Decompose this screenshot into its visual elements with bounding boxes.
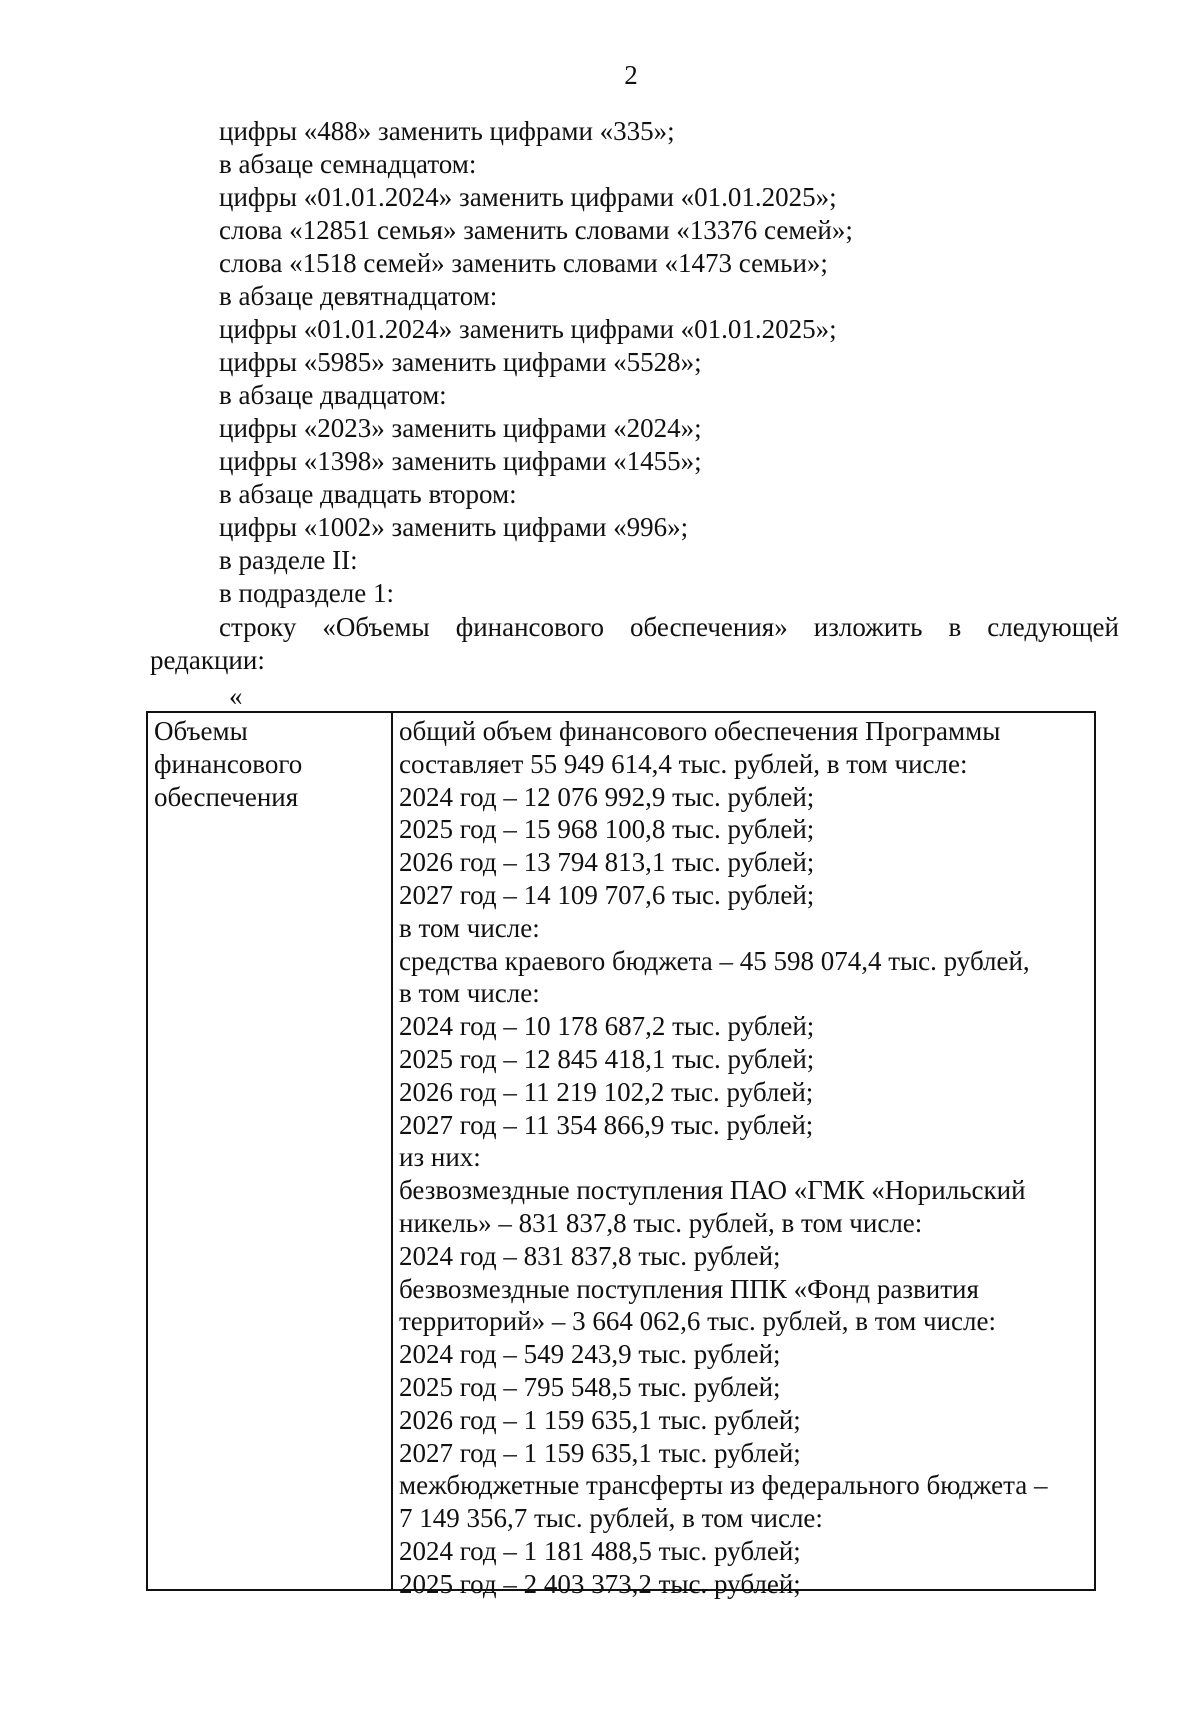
table-label-line: Объемы [154,716,248,746]
amendment-line: в подразделе 1: [219,578,394,608]
table-value-line: никель» – 831 837,8 тыс. рублей, в том числе: [399,1207,923,1238]
amendment-line: в абзаце семнадцатом: [219,149,477,179]
table-value-line: 2025 год – 12 845 418,1 тыс. рублей; [399,1043,815,1074]
amendment-line: цифры «1002» заменить цифрами «996»; [219,512,689,542]
table-value-line: 2024 год – 10 178 687,2 тыс. рублей; [399,1011,815,1042]
table-value-line: безвозмездные поступления ПАО «ГМК «Норильский [399,1175,1026,1206]
table-value-line: 2024 год – 549 243,9 тыс. рублей; [399,1339,781,1370]
table-label-cell [148,713,393,1589]
table-value-line: 2026 год – 1 159 635,1 тыс. рублей; [399,1404,801,1435]
amendment-line: цифры «01.01.2024» заменить цифрами «01.01.2025»; [219,314,837,344]
table-value-line: 2027 год – 14 109 707,6 тыс. рублей; [399,879,815,910]
financing-volume-table [146,711,1096,1599]
table-value-line: в том числе: [399,912,540,943]
opening-quote-mark: « [229,681,243,711]
amendment-line: в разделе II: [219,545,358,575]
table-value-line: из них: [399,1142,481,1173]
table-value-line: межбюджетные трансферты из федерального бюджета – [399,1470,1048,1501]
amendment-line: цифры «5985» заменить цифрами «5528»; [219,347,702,377]
replacement-paragraph-continuation: редакции: [150,645,265,675]
table-value-line: 2025 год – 2 403 373,2 тыс. рублей; [399,1568,801,1599]
amendment-line: цифры «2023» заменить цифрами «2024»; [219,413,702,443]
table-value-line: 2024 год – 831 837,8 тыс. рублей; [399,1240,781,1271]
table-value-line: составляет 55 949 614,4 тыс. рублей, в том числе: [399,748,968,779]
amendment-line: цифры «01.01.2024» заменить цифрами «01.01.2025»; [219,182,837,212]
amendment-line: в абзаце двадцать втором: [219,479,517,509]
amendment-line: слова «12851 семья» заменить словами «13376 семей»; [219,215,853,245]
table-value-line: общий объем финансового обеспечения Программы [399,716,1001,746]
table-value-line: 2025 год – 15 968 100,8 тыс. рублей; [399,814,815,845]
replacement-paragraph-first-line [150,611,1119,644]
paragraph-word: финансового [455,612,604,642]
paragraph-word: следующей [987,612,1119,642]
table-value-line: средства краевого бюджета – 45 598 074,4 тыс. рублей, [399,945,1030,976]
paragraph-word: обеспечения» [630,612,788,642]
paragraph-word: строку [219,612,297,642]
table-value-line: безвозмездные поступления ППК «Фонд развития [399,1273,979,1304]
table-label-line: обеспечения [154,781,299,812]
table-value-line: 2026 год – 13 794 813,1 тыс. рублей; [399,847,815,878]
paragraph-word: «Объемы [322,612,430,642]
amendment-line: цифры «488» заменить цифрами «335»; [219,116,675,146]
amendment-line: цифры «1398» заменить цифрами «1455»; [219,446,702,476]
paragraph-word: в [948,612,962,642]
amendment-line: в абзаце девятнадцатом: [219,281,498,311]
table-value-line: 7 149 356,7 тыс. рублей, в том числе: [399,1503,823,1534]
page-number: 2 [624,60,638,90]
table-value-line: 2024 год – 1 181 488,5 тыс. рублей; [399,1535,801,1566]
table-value-line: 2026 год – 11 219 102,2 тыс. рублей; [399,1076,814,1107]
replacement-paragraph [150,611,1119,677]
table-value-line: 2025 год – 795 548,5 тыс. рублей; [399,1371,781,1402]
amendment-line: в абзаце двадцатом: [219,380,447,410]
table-value-line: 2024 год – 12 076 992,9 тыс. рублей; [399,781,815,812]
paragraph-word: изложить [813,612,923,642]
amendment-line: слова «1518 семей» заменить словами «1473 семьи»; [219,248,828,278]
table-value-line: территорий» – 3 664 062,6 тыс. рублей, в том числе: [399,1306,996,1337]
amendment-list [219,115,1119,610]
table-value-line: в том числе: [399,978,540,1009]
table-value-cell [393,713,1094,1599]
table-label-line: финансового [154,748,303,779]
table-value-line: 2027 год – 1 159 635,1 тыс. рублей; [399,1437,801,1468]
table-value-line: 2027 год – 11 354 866,9 тыс. рублей; [399,1109,814,1140]
